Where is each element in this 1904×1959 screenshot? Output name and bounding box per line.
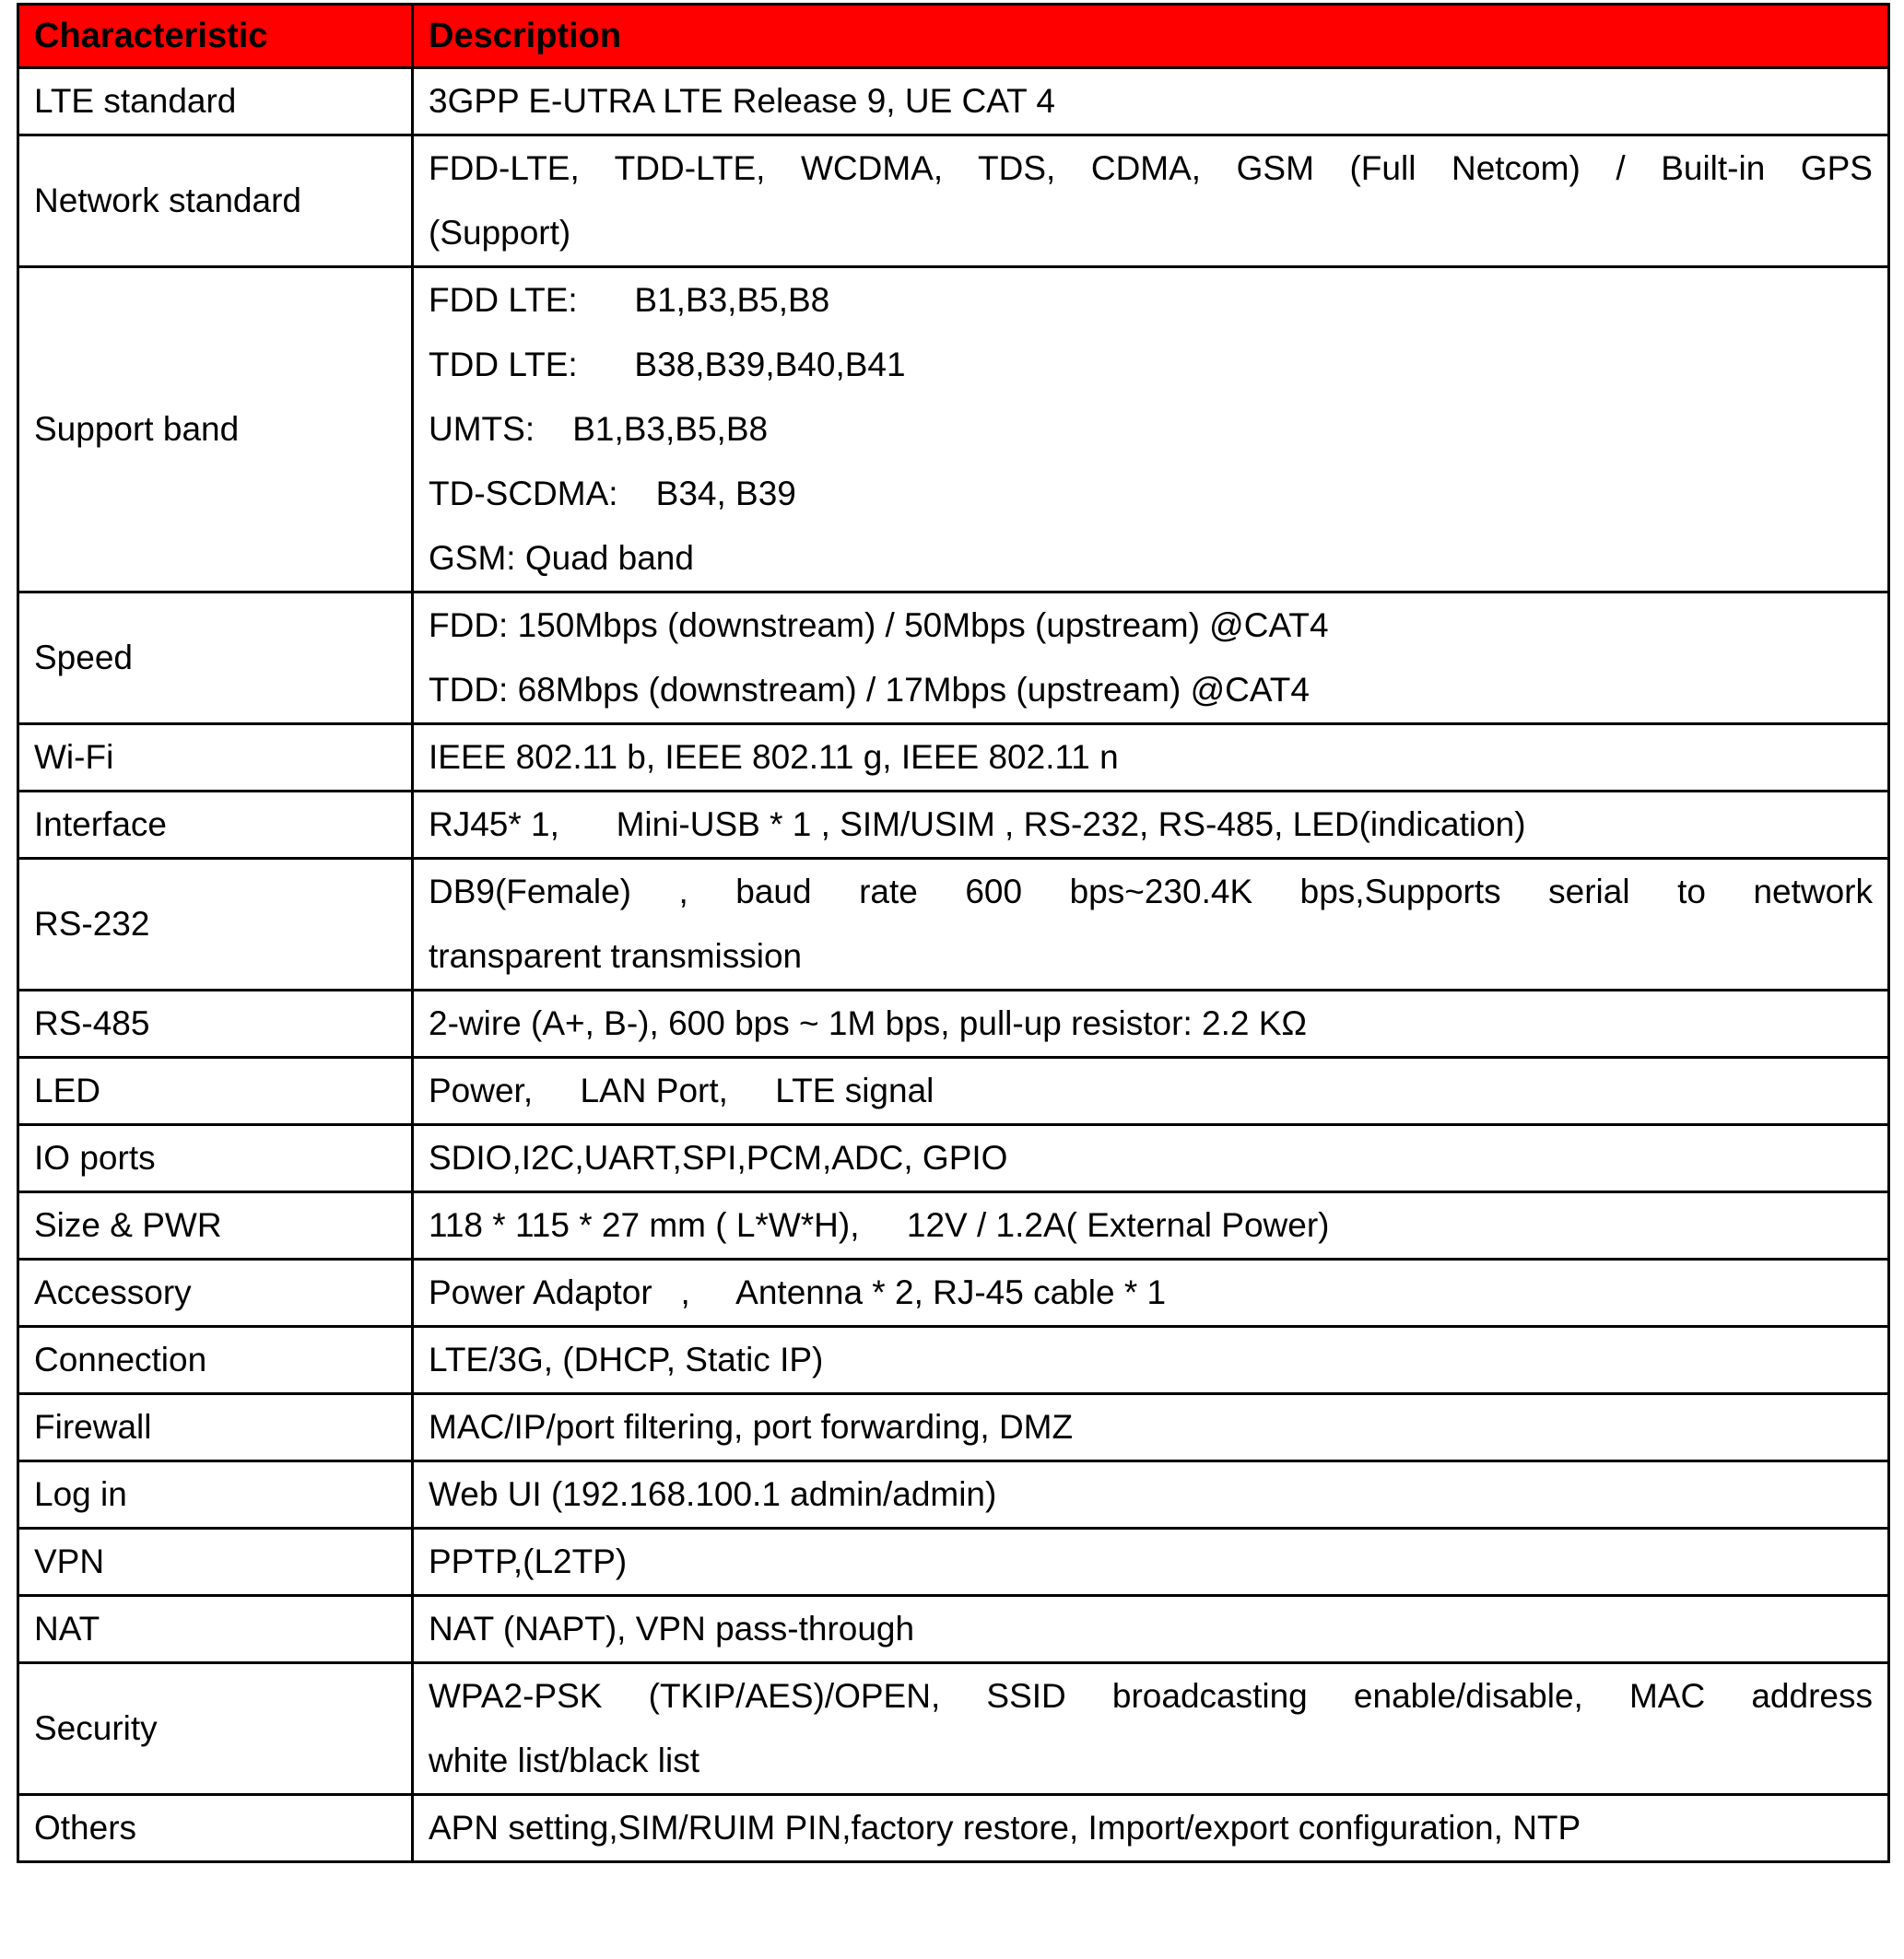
row-support-band xyxy=(18,267,1889,592)
characteristic-cell: Connection xyxy=(18,1327,413,1394)
row-others xyxy=(18,1795,1889,1862)
description-line: NAT (NAPT), VPN pass-through xyxy=(429,1610,915,1648)
characteristic-cell: Speed xyxy=(18,592,413,724)
characteristic-cell: Wi-Fi xyxy=(18,724,413,792)
description-cell xyxy=(413,991,1889,1058)
description-cell xyxy=(413,1394,1889,1461)
description-line: transparent transmission xyxy=(429,937,803,975)
characteristic-cell: Support band xyxy=(18,267,413,592)
description-cell xyxy=(413,1663,1889,1795)
description-line: DB9(Female) , baud rate 600 bps~230.4K bps,Supports serial to network xyxy=(429,873,1873,910)
description-line: RJ45* 1, Mini-USB * 1 , SIM/USIM , RS-232, RS-485, LED(indication) xyxy=(429,805,1526,843)
row-connection xyxy=(18,1327,1889,1394)
row-accessory xyxy=(18,1260,1889,1327)
row-rs485 xyxy=(18,991,1889,1058)
row-wifi xyxy=(18,724,1889,792)
spec-table xyxy=(17,3,1890,1863)
description-cell xyxy=(413,1795,1889,1862)
characteristic-cell: Interface xyxy=(18,792,413,859)
description-line: TD-SCDMA: B34, B39 xyxy=(429,475,796,512)
characteristic-cell: Accessory xyxy=(18,1260,413,1327)
row-network-standard xyxy=(18,135,1889,267)
description-line: PPTP,(L2TP) xyxy=(429,1543,628,1580)
description-cell xyxy=(413,1125,1889,1192)
characteristic-cell: Log in xyxy=(18,1461,413,1529)
description-cell xyxy=(413,1461,1889,1529)
col-header-characteristic: Characteristic xyxy=(18,5,413,68)
characteristic-cell: Network standard xyxy=(18,135,413,267)
description-cell xyxy=(413,1058,1889,1125)
characteristic-cell: Firewall xyxy=(18,1394,413,1461)
description-cell xyxy=(413,1260,1889,1327)
col-header-description: Description xyxy=(413,5,1889,68)
characteristic-cell: LED xyxy=(18,1058,413,1125)
header-row xyxy=(18,5,1889,68)
row-vpn xyxy=(18,1529,1889,1596)
characteristic-cell: IO ports xyxy=(18,1125,413,1192)
description-line: LTE/3G, (DHCP, Static IP) xyxy=(429,1341,824,1378)
row-interface xyxy=(18,792,1889,859)
characteristic-cell: NAT xyxy=(18,1596,413,1663)
description-line: MAC/IP/port filtering, port forwarding, DMZ xyxy=(429,1408,1074,1446)
description-line: WPA2-PSK (TKIP/AES)/OPEN, SSID broadcasting enable/disable, MAC address xyxy=(429,1677,1873,1715)
row-rs232 xyxy=(18,859,1889,991)
characteristic-cell: Security xyxy=(18,1663,413,1795)
description-cell xyxy=(413,792,1889,859)
description-line: white list/black list xyxy=(429,1742,700,1779)
description-cell xyxy=(413,135,1889,267)
description-cell xyxy=(413,1529,1889,1596)
row-firewall xyxy=(18,1394,1889,1461)
description-line: FDD: 150Mbps (downstream) / 50Mbps (upstream) @CAT4 xyxy=(429,606,1329,644)
row-led xyxy=(18,1058,1889,1125)
row-log-in xyxy=(18,1461,1889,1529)
row-security xyxy=(18,1663,1889,1795)
description-cell xyxy=(413,724,1889,792)
description-line: APN setting,SIM/RUIM PIN,factory restore, Import/export configuration, NTP xyxy=(429,1809,1581,1847)
description-line: SDIO,I2C,UART,SPI,PCM,ADC, GPIO xyxy=(429,1139,1008,1177)
description-line: FDD LTE: B1,B3,B5,B8 xyxy=(429,281,830,319)
characteristic-cell: RS-232 xyxy=(18,859,413,991)
row-io-ports xyxy=(18,1125,1889,1192)
description-cell xyxy=(413,859,1889,991)
row-lte-standard xyxy=(18,68,1889,135)
description-cell xyxy=(413,1327,1889,1394)
description-line: Power Adaptor , Antenna * 2, RJ-45 cable * 1 xyxy=(429,1273,1167,1311)
description-line: IEEE 802.11 b, IEEE 802.11 g, IEEE 802.11 n xyxy=(429,738,1119,776)
characteristic-cell: Size & PWR xyxy=(18,1192,413,1260)
characteristic-cell: LTE standard xyxy=(18,68,413,135)
description-line: TDD: 68Mbps (downstream) / 17Mbps (upstream) @CAT4 xyxy=(429,671,1310,709)
description-line: Web UI (192.168.100.1 admin/admin) xyxy=(429,1475,997,1513)
row-nat xyxy=(18,1596,1889,1663)
characteristic-cell: VPN xyxy=(18,1529,413,1596)
description-cell xyxy=(413,592,1889,724)
description-line: (Support) xyxy=(429,214,571,252)
description-line: 118 * 115 * 27 mm ( L*W*H), 12V / 1.2A( External Power) xyxy=(429,1206,1330,1244)
row-speed xyxy=(18,592,1889,724)
row-size-pwr xyxy=(18,1192,1889,1260)
description-cell xyxy=(413,1596,1889,1663)
characteristic-cell: Others xyxy=(18,1795,413,1862)
description-cell xyxy=(413,1192,1889,1260)
description-line: TDD LTE: B38,B39,B40,B41 xyxy=(429,346,906,383)
description-line: FDD-LTE, TDD-LTE, WCDMA, TDS, CDMA, GSM (Full Netcom) / Built-in GPS xyxy=(429,149,1873,187)
description-cell xyxy=(413,267,1889,592)
description-line: GSM: Quad band xyxy=(429,539,694,577)
description-line: Power, LAN Port, LTE signal xyxy=(429,1072,934,1109)
characteristic-cell: RS-485 xyxy=(18,991,413,1058)
description-line: 2-wire (A+, B-), 600 bps ~ 1M bps, pull-up resistor: 2.2 KΩ xyxy=(429,1004,1308,1042)
description-line: UMTS: B1,B3,B5,B8 xyxy=(429,410,769,448)
description-cell xyxy=(413,68,1889,135)
description-line: 3GPP E-UTRA LTE Release 9, UE CAT 4 xyxy=(429,82,1055,120)
